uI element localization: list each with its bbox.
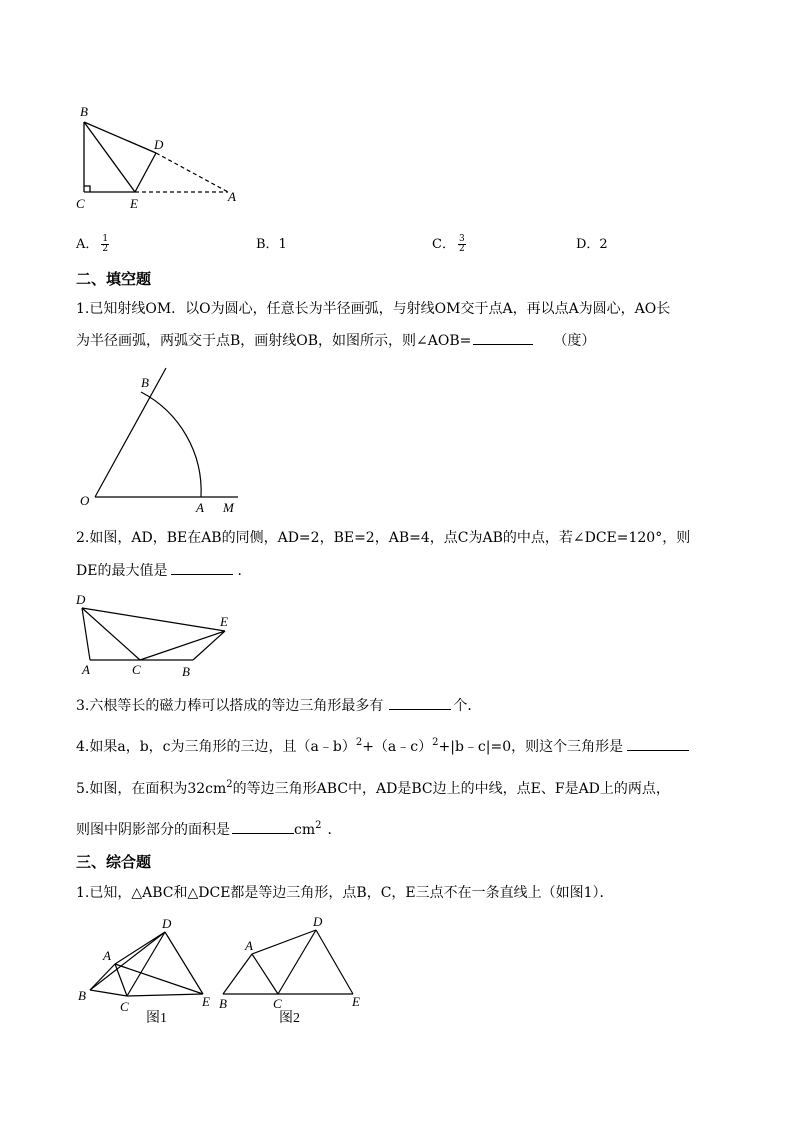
label-E: E	[202, 994, 210, 1009]
figure-angle-construction	[75, 365, 250, 520]
label-A: A	[196, 500, 204, 515]
label-E: E	[220, 614, 228, 629]
label-A: A	[103, 948, 111, 963]
label-D: D	[76, 592, 86, 607]
q2-line2: DE的最大值是 ．	[76, 560, 251, 581]
label-A: A	[245, 938, 253, 953]
fraction-three-halves: $\frac{3}{2}$	[458, 234, 465, 254]
figure-2-triangles	[215, 912, 375, 1032]
label-E: E	[352, 994, 360, 1009]
figure-right-triangle	[70, 100, 250, 215]
answer-blank	[473, 330, 533, 345]
c1-text: 1.已知，△ABC和△DCE都是等边三角形，点B，C，E三点不在一条直线上（如图1）．	[76, 885, 614, 901]
answer-blank	[171, 560, 233, 575]
label-D: D	[154, 137, 164, 152]
answer-blank	[627, 736, 689, 751]
figure-quadrilateral-dce	[70, 590, 250, 682]
caption-figure-2: 图2	[279, 1011, 300, 1026]
q1-line1: 1.已知射线OM．以O为圆心，任意长为半径画弧，与射线OM交于点A，再以点A为圆心，AO长	[76, 301, 671, 317]
figure-1-triangles	[70, 912, 230, 1032]
label-B: B	[219, 996, 227, 1011]
label-A: A	[228, 189, 236, 204]
q2-line1: 2.如图，AD，BE在AB的同侧，AD=2，BE=2，AB=4，点C为AB的中点，若∠DCE=120°，则	[76, 530, 691, 546]
answer-blank	[389, 695, 451, 710]
q1-line2: 为半径画弧，两弧交于点B，画射线OB，如图所示，则∠AOB= （度）	[76, 330, 595, 351]
label-B: B	[80, 104, 88, 119]
option-b: B．1	[256, 237, 287, 252]
label-B: B	[141, 375, 149, 390]
label-A: A	[82, 662, 90, 677]
label-D: D	[162, 916, 172, 931]
label-M: M	[223, 500, 234, 515]
section-comprehensive-title: 三、综合题	[76, 853, 152, 871]
option-c: C． $\frac{3}{2}$	[432, 234, 465, 254]
fraction-one-half: $\frac{1}{2}$	[102, 234, 109, 254]
label-O: O	[80, 493, 90, 508]
answer-blank	[232, 819, 294, 834]
q5-line1: 5.如图，在面积为$32cm^2$的等边三角形ABC中，AD是BC边上的中线，点E、F是AD上的两点，	[76, 779, 670, 797]
label-C: C	[132, 662, 141, 677]
q4-text: 4.如果a，b，c为三角形的三边，且（a﹣b）$^2$+（a﹣c）$^2$+|b﹣c|=0，则这个三角形是	[76, 733, 689, 757]
caption-figure-1: 图1	[146, 1011, 167, 1026]
label-B: B	[182, 664, 190, 679]
label-B: B	[78, 988, 86, 1003]
q5-line2: 则图中阴影部分的面积是 $cm^2$ ．	[76, 820, 342, 838]
section-fill-in-title: 二、填空题	[76, 270, 152, 288]
q3-text: 3.六根等长的磁力棒可以搭成的等边三角形最多有 个．	[76, 695, 481, 716]
label-D: D	[313, 914, 323, 929]
label-E: E	[130, 196, 138, 211]
option-d: D．2	[576, 237, 608, 252]
label-C: C	[120, 999, 129, 1014]
label-C: C	[76, 196, 85, 211]
option-a: A． $\frac{1}{2}$	[76, 234, 109, 254]
label-C: C	[273, 996, 282, 1011]
